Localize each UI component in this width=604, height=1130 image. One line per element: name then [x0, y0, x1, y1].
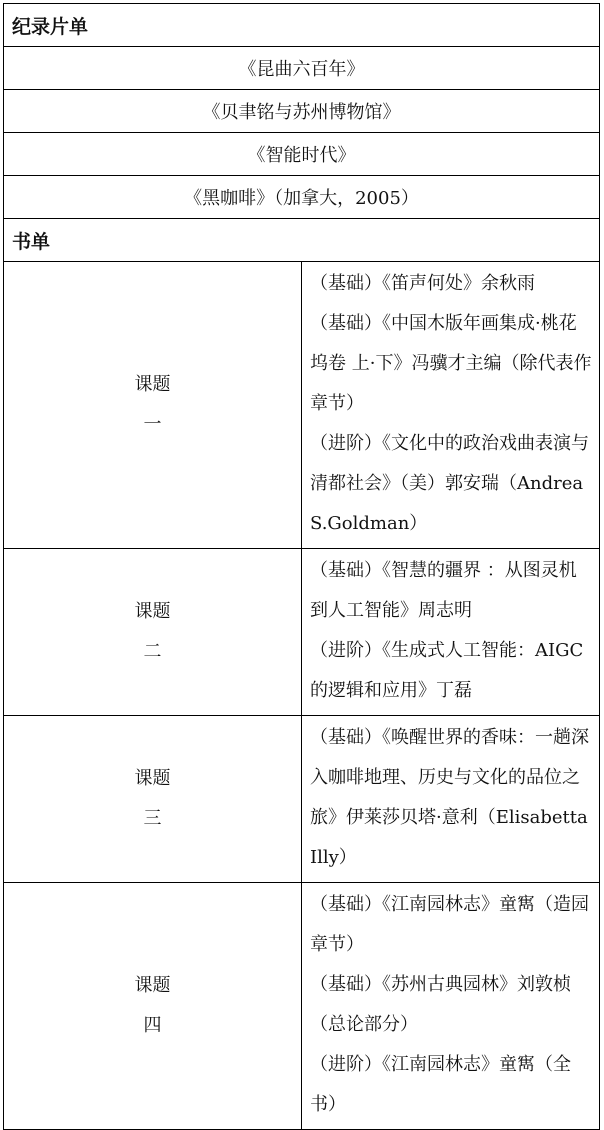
topic-books: [302, 883, 600, 1130]
book-entry: （基础）《智慧的疆界 ：从图灵机到人工智能》周志明: [310, 560, 577, 621]
topic-row: [4, 716, 600, 883]
topic-row: [4, 262, 600, 549]
book-entry: （进阶）《生成式人工智能：AIGC的逻辑和应用》丁磊: [310, 640, 584, 701]
book-entry: （基础）《江南园林志》童寯（造园章节）: [310, 894, 589, 955]
topic-books: [302, 549, 600, 716]
topic-books: [302, 262, 600, 549]
book-entry: （基础）《中国木版年画集成·桃花坞卷 上·下》冯骥才主编（除代表作章节）: [310, 313, 592, 414]
topic-books: [302, 716, 600, 883]
book-entry: （基础）《唤醒世界的香味：一趟深入咖啡地理、历史与文化的品位之旅》伊莱莎贝塔·意利（Elisabetta Illy）: [310, 727, 589, 868]
book-entry: （基础）《苏州古典园林》刘敦桢（总论部分）: [310, 974, 571, 1035]
book-entry: （基础）《笛声何处》余秋雨: [310, 273, 535, 294]
documentary-item: 《智能时代》: [4, 133, 600, 176]
topic-label: 课题 三: [4, 716, 302, 883]
documentary-item: 《贝聿铭与苏州博物馆》: [4, 90, 600, 133]
topic-row: [4, 549, 600, 716]
booklist-heading: 书单: [4, 219, 600, 262]
topic-row: [4, 883, 600, 1130]
topic-label: 课题 四: [4, 883, 302, 1130]
book-entry: （进阶）《江南园林志》童寯（全书）: [310, 1054, 571, 1115]
documentary-item: 《黑咖啡》（加拿大，2005）: [4, 176, 600, 219]
reading-list-table: [3, 3, 600, 1130]
documentary-item: 《昆曲六百年》: [4, 47, 600, 90]
topic-label: 课题 一: [4, 262, 302, 549]
topic-label: 课题 二: [4, 549, 302, 716]
book-entry: （进阶）《文化中的政治戏曲表演与清都社会》（美）郭安瑞（Andrea S.Goldman）: [310, 433, 589, 534]
documentary-heading: 纪录片单: [4, 4, 600, 47]
